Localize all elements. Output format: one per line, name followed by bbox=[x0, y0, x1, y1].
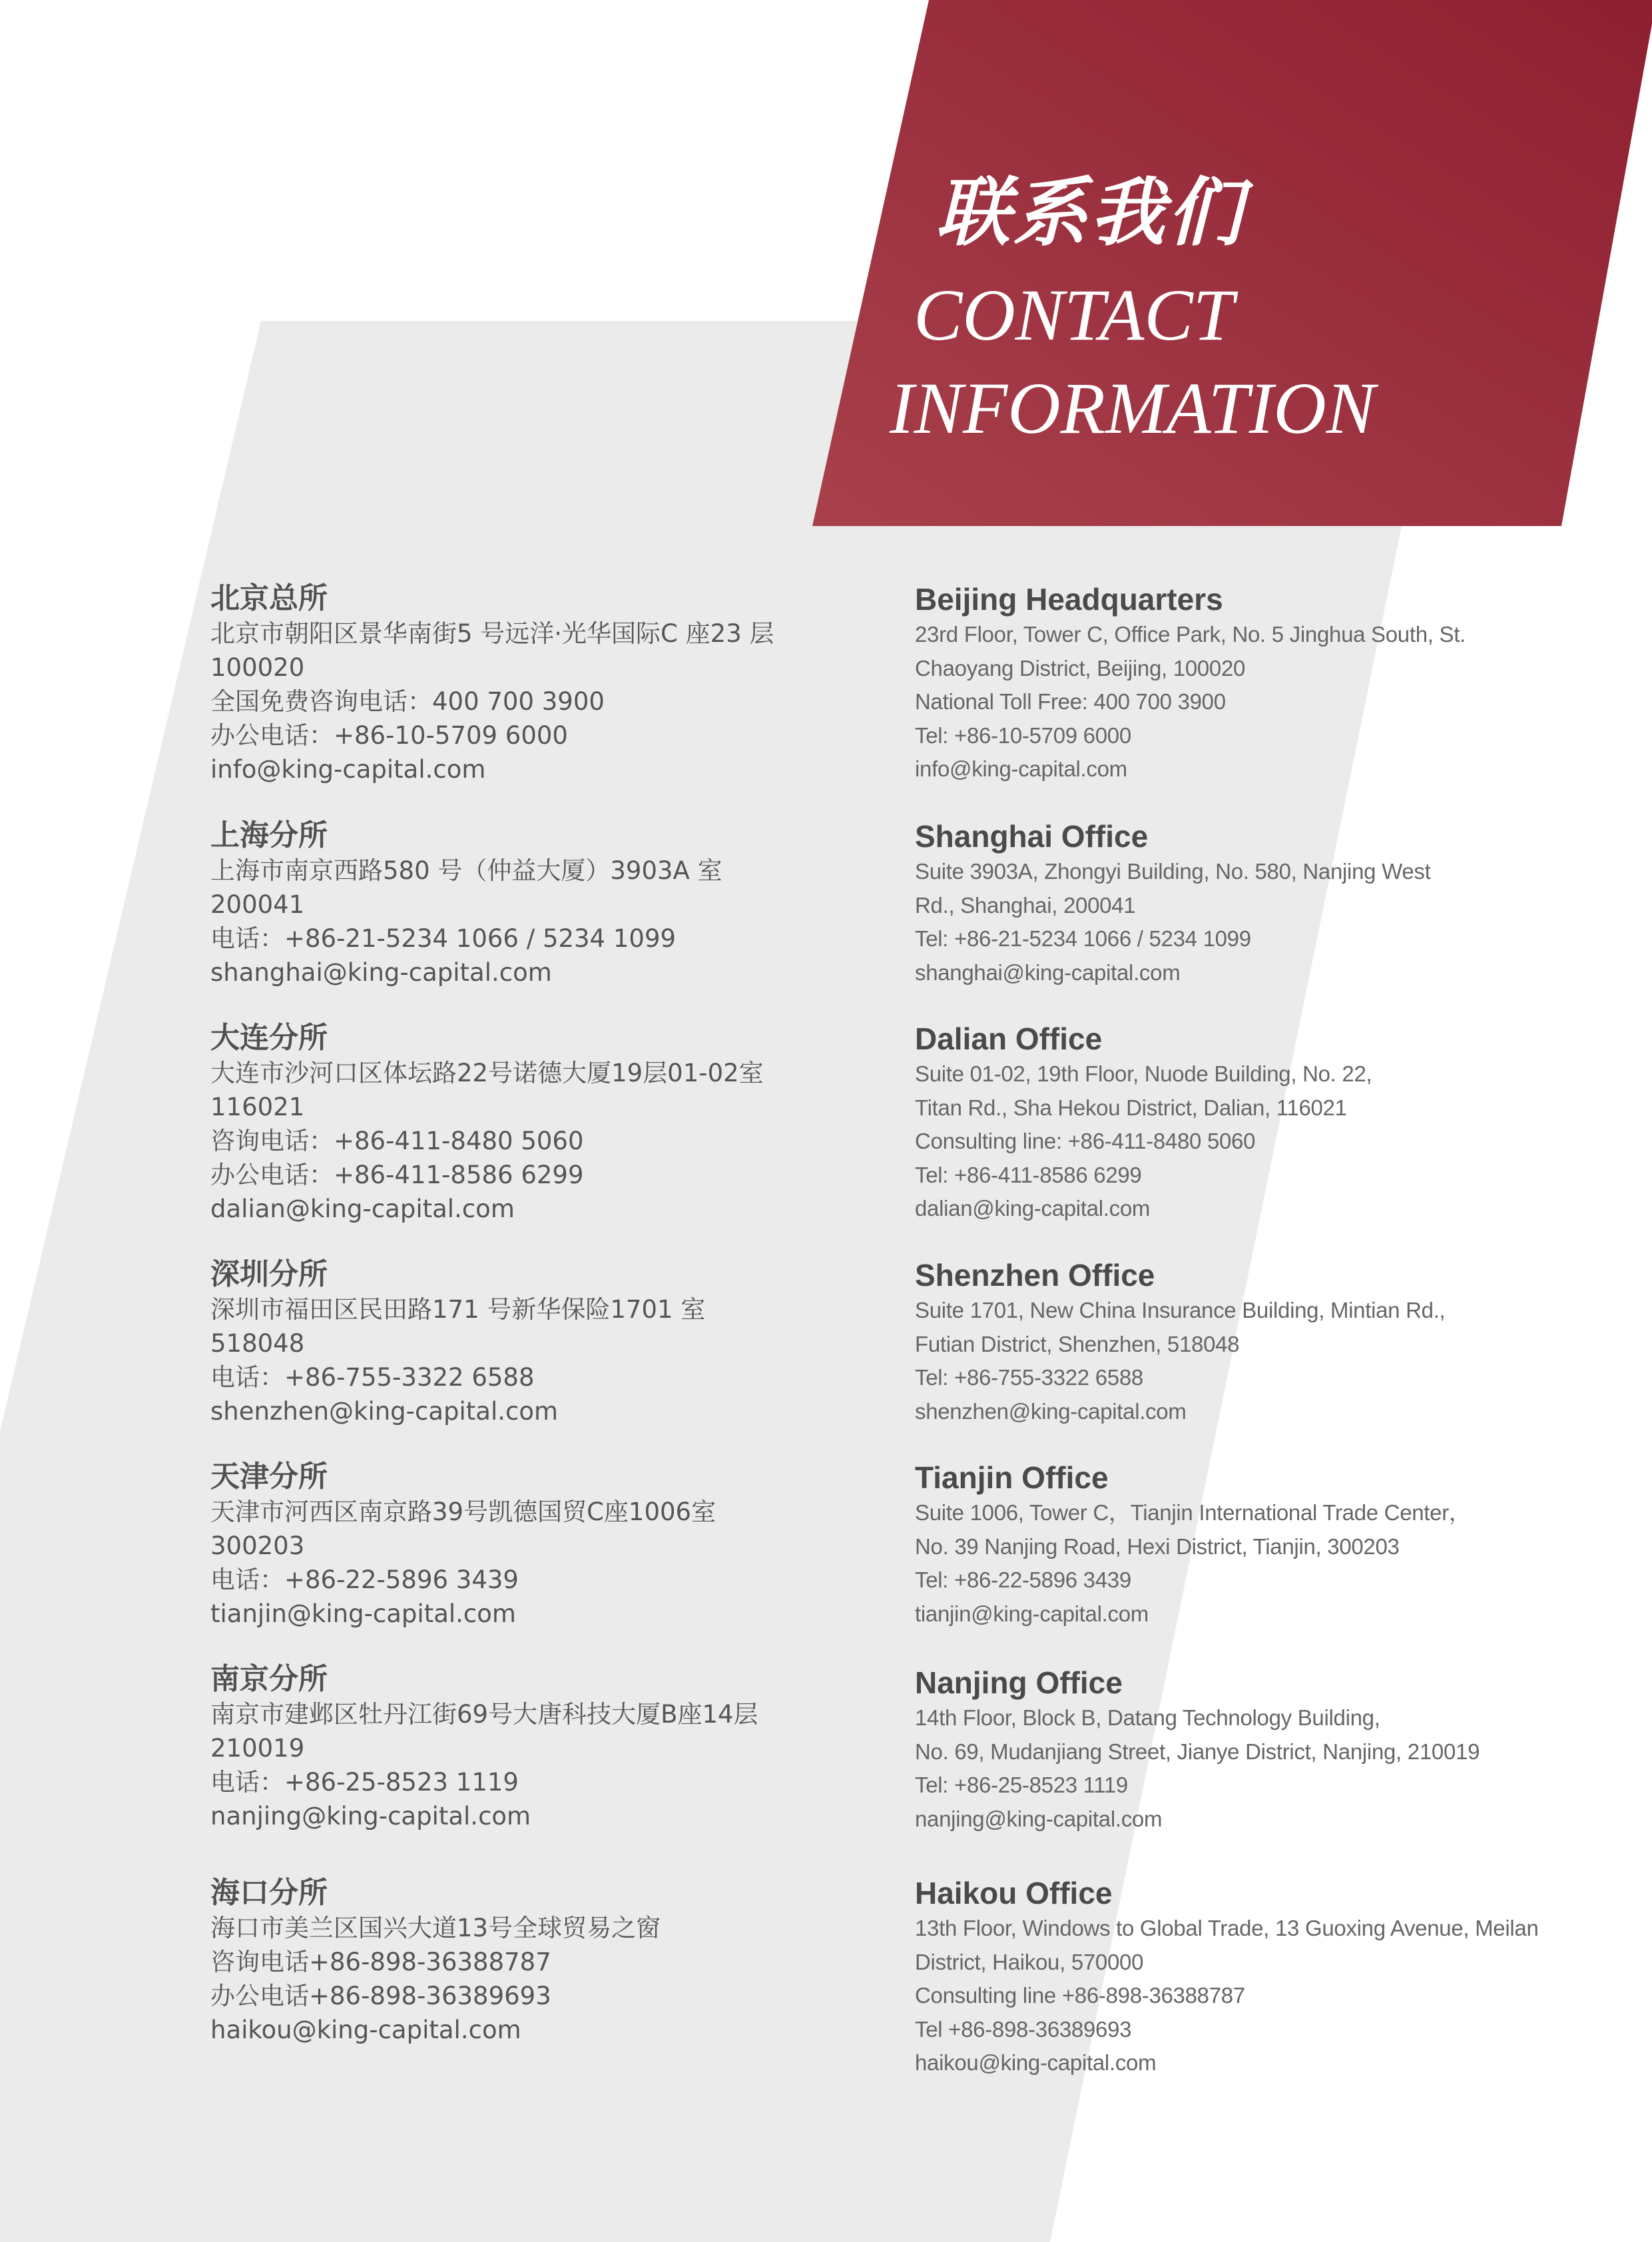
office-email[interactable]: haikou@king-capital.com bbox=[915, 2050, 1157, 2075]
office-postcode: 518048 bbox=[210, 1329, 305, 1358]
office-tollfree: National Toll Free: 400 700 3900 bbox=[915, 689, 1226, 714]
office-phone: 办公电话：+86-10-5709 6000 bbox=[210, 721, 568, 750]
office-title: Beijing Headquarters bbox=[915, 582, 1223, 617]
office-phone: Tel: +86-411-8586 6299 bbox=[915, 1162, 1142, 1187]
office-shanghai-en bbox=[915, 818, 1430, 989]
office-email[interactable]: shanghai@king-capital.com bbox=[210, 958, 552, 987]
office-postcode: 300203 bbox=[210, 1532, 305, 1560]
office-email[interactable]: nanjing@king-capital.com bbox=[915, 1806, 1163, 1831]
office-title: 北京总所 bbox=[210, 581, 328, 615]
office-tollfree: 全国免费咨询电话：400 700 3900 bbox=[210, 687, 605, 716]
office-consulting-phone: Consulting line +86-898-36388787 bbox=[915, 1983, 1245, 2008]
office-phone: 办公电话+86-898-36389693 bbox=[210, 1982, 551, 2010]
office-address-line1: 13th Floor, Windows to Global Trade, 13 Guoxing Avenue, Meilan bbox=[915, 1916, 1539, 1940]
office-postcode: 116021 bbox=[210, 1093, 305, 1121]
office-phone: 电话：+86-25-8523 1119 bbox=[210, 1768, 519, 1797]
office-phone: 电话：+86-755-3322 6588 bbox=[210, 1363, 535, 1392]
office-address: 海口市美兰区国兴大道13号全球贸易之窗 bbox=[210, 1914, 661, 1942]
office-phone: Tel: +86-10-5709 6000 bbox=[915, 722, 1131, 748]
office-shanghai-zh bbox=[210, 818, 722, 989]
office-address-line2: Chaoyang District, Beijing, 100020 bbox=[915, 655, 1246, 681]
office-email[interactable]: shenzhen@king-capital.com bbox=[915, 1398, 1187, 1424]
office-title: Tianjin Office bbox=[915, 1460, 1109, 1495]
office-haikou-en bbox=[915, 1874, 1539, 2080]
office-email[interactable]: dalian@king-capital.com bbox=[915, 1196, 1151, 1221]
office-address-line2: Rd., Shanghai, 200041 bbox=[915, 892, 1136, 918]
office-address: 天津市河西区南京路39号凯德国贸C座1006室 bbox=[210, 1498, 716, 1526]
office-phone: Tel: +86-22-5896 3439 bbox=[915, 1567, 1131, 1592]
office-dalian-zh bbox=[210, 1020, 764, 1226]
office-title: 大连分所 bbox=[210, 1021, 328, 1055]
office-beijing-en bbox=[915, 581, 1466, 786]
office-title: 上海分所 bbox=[210, 818, 328, 852]
office-nanjing-en bbox=[915, 1664, 1480, 1836]
office-title: Shenzhen Office bbox=[915, 1258, 1155, 1292]
office-consulting-phone: 咨询电话+86-898-36388787 bbox=[210, 1948, 551, 1976]
office-address: 南京市建邺区牡丹江街69号大唐科技大厦B座14层 bbox=[210, 1700, 758, 1729]
office-tianjin-en bbox=[915, 1459, 1471, 1631]
office-email[interactable]: shenzhen@king-capital.com bbox=[210, 1397, 559, 1426]
title-block bbox=[879, 153, 1478, 466]
office-title: 天津分所 bbox=[210, 1460, 328, 1494]
office-dalian-en bbox=[915, 1020, 1372, 1226]
page-title-en-line2: INFORMATION bbox=[890, 368, 1376, 449]
office-address-line2: District, Haikou, 570000 bbox=[915, 1949, 1144, 1974]
office-email[interactable]: tianjin@king-capital.com bbox=[210, 1599, 516, 1628]
office-email[interactable]: tianjin@king-capital.com bbox=[915, 1601, 1149, 1626]
page-title-zh: 联系我们 bbox=[936, 169, 1244, 256]
office-title: 海口分所 bbox=[210, 1876, 328, 1910]
office-phone: 电话：+86-22-5896 3439 bbox=[210, 1565, 519, 1594]
office-email[interactable]: nanjing@king-capital.com bbox=[210, 1802, 531, 1830]
office-address: 上海市南京西路580 号（仲益大厦）3903A 室 bbox=[210, 856, 722, 885]
office-consulting-phone: Consulting line: +86-411-8480 5060 bbox=[915, 1129, 1256, 1153]
office-address-line1: Suite 3903A, Zhongyi Building, No. 580, Nanjing West bbox=[915, 859, 1431, 884]
office-address-line2: Titan Rd., Sha Hekou District, Dalian, 116021 bbox=[915, 1095, 1347, 1120]
office-address: 北京市朝阳区景华南街5 号远洋·光华国际C 座23 层 bbox=[210, 619, 774, 648]
office-postcode: 210019 bbox=[210, 1734, 305, 1763]
office-title: 南京分所 bbox=[210, 1662, 328, 1696]
office-beijing-zh bbox=[210, 581, 774, 786]
office-postcode: 100020 bbox=[210, 653, 305, 682]
office-email[interactable]: info@king-capital.com bbox=[915, 756, 1127, 781]
page-title-en-line1: CONTACT bbox=[914, 274, 1234, 356]
office-phone: 电话：+86-21-5234 1066 / 5234 1099 bbox=[210, 924, 677, 953]
office-phone: Tel: +86-21-5234 1066 / 5234 1099 bbox=[915, 926, 1251, 951]
office-phone: 办公电话：+86-411-8586 6299 bbox=[210, 1161, 584, 1189]
office-nanjing-zh bbox=[210, 1661, 758, 1833]
office-address-line2: Futian District, Shenzhen, 518048 bbox=[915, 1331, 1240, 1356]
office-address-line1: 23rd Floor, Tower C, Office Park, No. 5 Jinghua South, St. bbox=[915, 622, 1466, 647]
office-title: Dalian Office bbox=[915, 1021, 1103, 1056]
office-email[interactable]: haikou@king-capital.com bbox=[210, 2016, 521, 2044]
office-haikou-zh bbox=[210, 1875, 661, 2047]
office-consulting-phone: 咨询电话：+86-411-8480 5060 bbox=[210, 1127, 584, 1155]
office-title: 深圳分所 bbox=[210, 1257, 328, 1291]
office-shenzhen-zh bbox=[210, 1257, 705, 1428]
office-address-line1: 14th Floor, Block B, Datang Technology Building, bbox=[915, 1705, 1380, 1730]
office-tianjin-zh bbox=[210, 1459, 716, 1631]
office-address-line1: Suite 1006, Tower C，Tianjin International Trade Center， bbox=[915, 1500, 1471, 1525]
office-phone: Tel: +86-25-8523 1119 bbox=[915, 1773, 1128, 1797]
office-address-line1: Suite 01-02, 19th Floor, Nuode Building, No. 22, bbox=[915, 1061, 1372, 1086]
office-address: 深圳市福田区民田路171 号新华保险1701 室 bbox=[210, 1295, 706, 1324]
office-shenzhen-en bbox=[915, 1257, 1445, 1428]
office-address: 大连市沙河口区体坛路22号诺德大厦19层01-02室 bbox=[210, 1059, 764, 1087]
office-title: Nanjing Office bbox=[915, 1665, 1123, 1700]
office-postcode: 200041 bbox=[210, 890, 305, 919]
office-address-line2: No. 69, Mudanjiang Street, Jianye District, Nanjing, 210019 bbox=[915, 1739, 1480, 1764]
office-address-line1: Suite 1701, New China Insurance Building, Mintian Rd., bbox=[915, 1298, 1446, 1322]
office-address-line2: No. 39 Nanjing Road, Hexi District, Tianjin, 300203 bbox=[915, 1534, 1400, 1559]
office-title: Shanghai Office bbox=[915, 819, 1149, 854]
office-email[interactable]: shanghai@king-capital.com bbox=[915, 960, 1181, 985]
office-email[interactable]: dalian@king-capital.com bbox=[210, 1195, 515, 1223]
office-title: Haikou Office bbox=[915, 1876, 1113, 1910]
office-phone: Tel: +86-755-3322 6588 bbox=[915, 1365, 1143, 1390]
office-email[interactable]: info@king-capital.com bbox=[210, 755, 486, 784]
office-phone: Tel +86-898-36389693 bbox=[915, 2016, 1132, 2042]
